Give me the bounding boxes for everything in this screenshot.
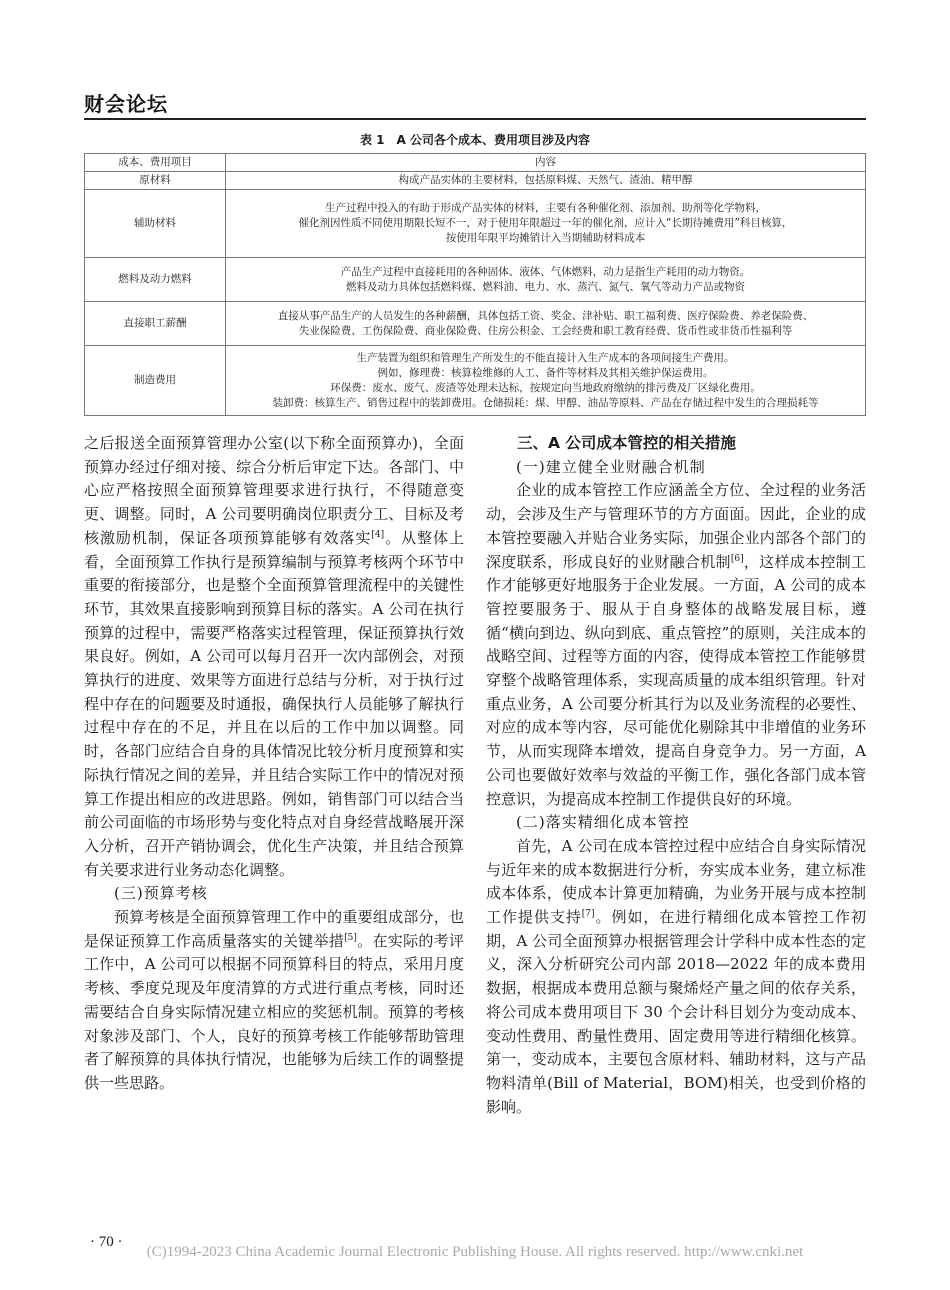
table-row [85,172,866,190]
content-line: 构成产品实体的主要材料，包括原料煤、天然气、渣油、精甲醇 [398,174,693,186]
content-line: 生产过程中投入的有助于形成产品实体的材料，主要有各种催化剂、添加剂、助剂等化学物料， [325,202,766,214]
citation-ref: [7] [581,909,595,920]
paragraph-text: 。在实际的考评工作中，A 公司可以根据不同预算科目的特点，采用月度考核、季度兑现及年度清算的方式进行重点考核，同时还需要结合自身实际情况建立相应的奖惩机制。预算的考核对象涉及部门、个人，良好的预算考核工作能够帮助管理者了解预算的具体执行情况，也能够为后续工作的调整提供一些思路。 [84,931,464,1092]
table-cell-content [226,190,866,258]
table-row [85,258,866,302]
content-line: 装卸费：核算生产、销售过程中的装卸费用。仓储损耗：煤、甲醇、油品等原料、产品在存储过程中发生的合理损耗等 [272,396,819,409]
content-line: 例如，修理费：核算检维修的人工、备件等材料及其相关维护保运费用。 [377,366,714,379]
subsection-heading: (二)落实精细化成本管控 [516,813,690,832]
page-number: · 70 · [90,1234,123,1250]
paragraph-text: 企业的成本管控工作应涵盖全方位、全过程的业务活动，会涉及生产与管理环节的方方面面。因此，企业的成本管控要融入并贴合业务实际，加强企业内部各个部门的深度联系，形成良好的业财融合机制 [486,481,866,571]
table-cell-item: 制造费用 [85,346,226,416]
left-column [84,432,464,1096]
citation-ref: [6] [730,553,744,564]
citation-ref: [4] [371,529,385,540]
paragraph-text: 首先，A 公司在成本管控过程中应结合自身实际情况与近年来的成本数据进行分析，夯实成本业务，建立标准成本体系，使成本计算更加精确，为业务开展与成本控制工作提供支持 [486,836,866,927]
content-line: 环保费：废水、废气、废渣等处理未达标，按规定向当地政府缴纳的排污费及厂区绿化费用。 [330,381,761,394]
content-line: 失业保险费、工伤保险费、商业保险费、住房公积金、工会经费和职工教育经费、货币性或非货币性福利等 [298,324,793,337]
content-line: 生产装置为组织和管理生产所发生的不能直接计入生产成本的各项间接生产费用。 [356,351,735,364]
body-paragraph [486,835,866,1119]
paragraph-text: ，这样成本控制工作才能够更好地服务于企业发展。一方面，A 公司的成本管控要服务于、服从于自身整体的战略发展目标，遵循“横向到边、纵向到底、重点管控”的原则，关注成本的战略空间、过程等方面的内容，使得成本管控工作能够贯穿整个战略管理体系，实现高质量的成本组织管理。针对重点业务，A 公司要分析其行为以及业务流程的必要性、对应的成本等内容，尽可能优化剔除其中非增值的业务环节，从而实现降本增效，提高自身竞争力。另一方面，A 公司也要做好效率与效益的平衡工作，强化各部门成本管控意识，为提高成本控制工作提供良好的环境。 [486,552,866,808]
subsection-heading: (三)预算考核 [114,884,208,903]
table-cell-content [226,302,866,346]
citation-ref: [5] [344,932,357,943]
table-cell-item: 燃料及动力燃料 [85,258,226,302]
body-paragraph [84,906,464,1096]
copyright-watermark: (C)1994-2023 China Academic Journal Electronic Publishing House. All rights reserved. http://www.cnki.net [146,1244,804,1260]
paragraph-text: 之后报送全面预算管理办公室(以下称全面预算办)，全面预算办经过仔细对接、综合分析后审定下达。各部门、中心应严格按照全面预算管理要求进行执行，不得随意变更、调整。同时，A 公司要明确岗位职责分工、目标及考核激励机制，保证各项预算能够有效落实 [84,434,464,547]
table-header-content: 内容 [226,154,866,172]
table-row [85,190,866,258]
content-line: 直接从事产品生产的人员发生的各种薪酬，具体包括工资、奖金、津补贴、职工福利费、医疗保险费、养老保险费、 [277,309,814,322]
table-caption: 表 1 A 公司各个成本、费用项目涉及内容 [360,133,590,147]
right-column [486,432,866,1119]
header-rule [84,118,866,120]
table-cell-content [226,258,866,302]
body-paragraph [486,479,866,811]
paragraph-text: 。从整体上看，全面预算工作执行是预算编制与预算考核两个环节中重要的衔接部分，也是整个全面预算管理流程中的关键性环节，其效果直接影响到预算目标的落实。A 公司在执行预算的过程中，需要严格落实过程管理，保证预算执行效果良好。例如，A 公司可以每月召开一次内部例会，对预算执行的进度、效果等方面进行总结与分析，对于执行过程中存在的问题要及时通报，确保执行人员能够了解执行过程中存在的不足，并且在以后的工作中加以调整。同时，各部门应结合自身的具体情况比较分析月度预算和实际执行情况之间的差异，并且结合实际工作中的情况对预算工作提出相应的改进思路。例如，销售部门可以结合当前公司面临的市场形势与变化特点对自身经营战略展开深入分析，召开产销协调会，优化生产决策，并且结合预算有关要求进行业务动态化调整。 [84,528,464,879]
table-cell-item: 辅助材料 [85,190,226,258]
paragraph-text: 预算考核是全面预算管理工作中的重要组成部分，也是保证预算工作高质量落实的关键举措 [84,908,464,950]
content-line: 燃料及动力具体包括燃料煤、燃料油、电力、水、蒸汽、氮气、氧气等动力产品或物资 [346,280,745,293]
content-line: 催化剂因性质不同使用期限长短不一，对于使用年限超过一年的催化剂，应计入“长期待摊费用”科目核算， [298,217,793,229]
cost-items-table [84,153,866,416]
table-cell-content [226,346,866,416]
table-header-row [85,154,866,172]
section-heading: 三、A 公司成本管控的相关措施 [517,434,736,452]
table-cell-content [226,172,866,190]
table-cell-item: 直接职工薪酬 [85,302,226,346]
journal-section-title: 财会论坛 [84,92,168,116]
content-line: 按使用年限平均摊销计入当期辅助材料成本 [445,232,646,244]
body-paragraph [84,432,464,882]
content-line: 产品生产过程中直接耗用的各种固体、液体、气体燃料，动力是指生产耗用的动力物资。 [340,265,751,278]
paragraph-text: 。例如，在进行精细化成本管控工作初期，A 公司全面预算办根据管理会计学科中成本性态的定义，深入分析研究公司内部 2018—2022 年的成本费用数据，根据成本费用总额与聚烯烃产量之间的依存关系，将公司成本费用项目下 30 个会计科目划分为变动成本、变动性费用、酌量性费用、固定费用等进行精细化核算。第一，变动成本，主要包含原材料、辅助材料，这与产品物料清单(Bill of Material，BOM)相关，也受到价格的影响。 [486,908,866,1116]
table-header-item: 成本、费用项目 [85,154,226,172]
table-cell-item: 原材料 [85,172,226,190]
subsection-heading: (一)建立健全业财融合机制 [516,457,706,476]
table-row [85,346,866,416]
table-row [85,302,866,346]
